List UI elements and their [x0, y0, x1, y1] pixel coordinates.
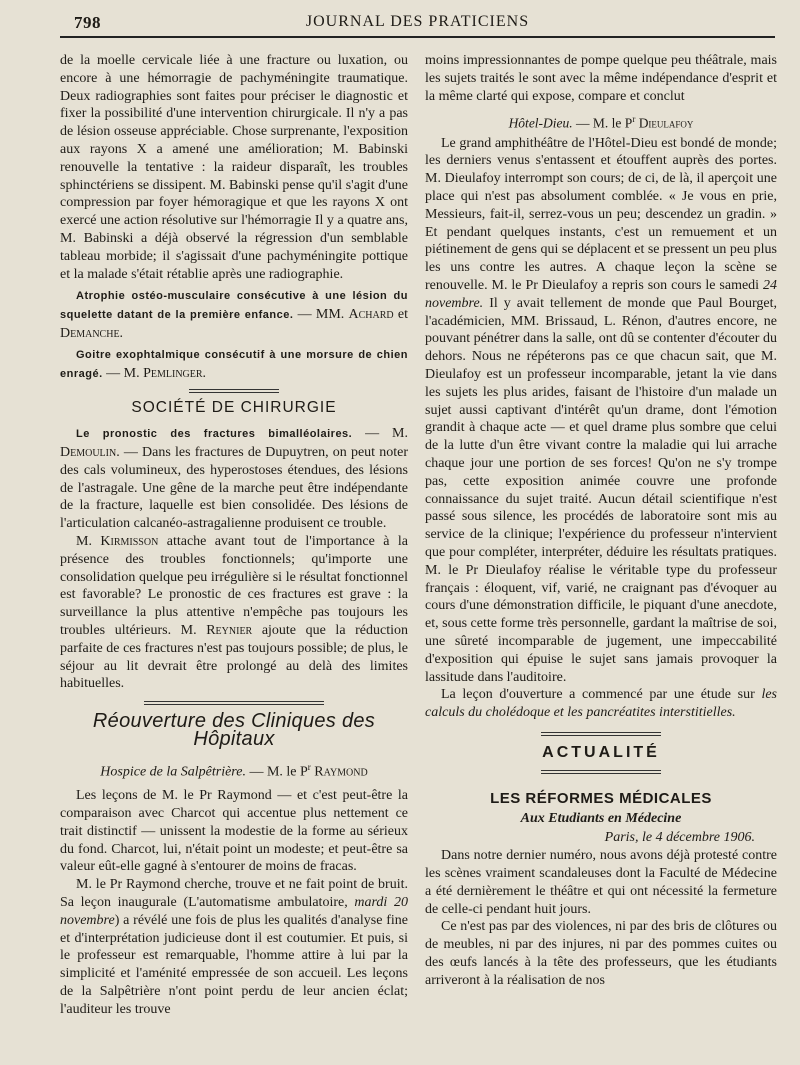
author-reynier: Reynier	[206, 622, 253, 638]
raymond-paragraph-2	[60, 876, 408, 1018]
kirmisson-pre: M.	[76, 533, 101, 549]
salpetriere-sup: r	[307, 761, 311, 772]
hotel-dieu-sup: r	[632, 114, 636, 125]
actualite-heading: ACTUALITÉ	[542, 743, 660, 761]
atrophie-title: Atrophie ostéo-musculaire consécutive à une lésion du squelette datant de la première enfance.	[60, 290, 408, 322]
reformes-title: LES RÉFORMES MÉDICALES	[490, 789, 712, 807]
salpetriere-continuation: moins impressionnantes de pompe quelque peu théâtrale, mais les sujets traités le sont avec la même indépendance d'esprit et la même clarté qui expose, compare et conclut	[425, 53, 777, 104]
author-pemlinger: Pemlinger.	[143, 365, 207, 381]
salpetriere-place: Hospice de la Salpêtrière.	[100, 764, 246, 780]
page-header	[60, 10, 775, 38]
kirmisson-paragraph	[60, 533, 408, 693]
separator-rule	[541, 732, 661, 736]
separator-rule	[189, 389, 279, 393]
dieulafoy-2a: La leçon d'ouverture a commencé par une étude sur	[441, 687, 762, 703]
dieulafoy-1b: Il y avait tellement de monde que Paul Bourget, l'académicien, MM. Brissaud, L. Rénon, d'autres encore, ne pouvant pénétrer dans la salle, ont dû se contenter d'écouter du dehors. Nous ne répéterons pas ce que chacun sait, que M. Dieulafoy est un professeur incomparable, jetant la vie dans les sujets les plus arides, faisant de l'histoire d'un malade un sujet aussi captivant d'intérêt qu'un drame, dont l'émotion grandit à chaque acte — et quel drame plus sombre que celui de la lutte d'un être vivant contre la maladie qui lui arrache chaque jour une portion de ses forces! Qu'on ne s'y trompe pas, cette exposition animée couvre une profonde connaissance du sujet traité. Aucun détail scientifique n'est passé sous silence, les procédés de laboratoire sont mis au service de la clinique; l'expérience du professeur n'intervient que pour compléter, interpréter, déduire les résultats pratiques. M. le Pr Dieulafoy réalise le véritable type du professeur français : éloquent, vif, varié, ne craignant pas d'évoquer au cours d'une démonstration difficile, le piquant d'une anecdote, et, sous cette forme très personnelle, gardant la maîtrise de soi, une sûreté incomparable de jugement, une impeccabilité d'exposition qui épuise le sujet sans jamais provoquer la lassitude dans l'auditoire.	[425, 295, 777, 685]
raymond-2a: M. le Pr Raymond cherche, trouve et ne fait point de bruit. Sa leçon inaugurale (L'automatisme ambulatoire,	[60, 877, 408, 910]
dieulafoy-date: 24 novembre.	[425, 278, 777, 311]
dieulafoy-2-italic: les calculs du cholédoque et les pancréatites interstitielles.	[425, 687, 777, 721]
journal-title: JOURNAL DES PRATICIENS	[305, 13, 530, 30]
author-dieulafoy: Dieulafoy	[635, 115, 694, 131]
pronostic-dash: — M.	[352, 426, 409, 442]
dieulafoy-paragraph-2	[425, 686, 777, 722]
achard-communication	[60, 287, 408, 342]
pemlinger-communication	[60, 346, 408, 384]
salpetriere-subhead	[60, 759, 408, 781]
author-kirmisson: Kirmisson	[100, 533, 159, 549]
reformes-paragraph-2: Ce n'est pas par des violences, ni par des bris de clôtures ou de meubles, ni par des injures, ni par des pommes cuites ou des œufs lancés à la tête des professeurs, que les étudiants arriveront à la réalisation de nos	[425, 919, 777, 988]
reynier-text: ajoute que la réduction parfaite de ces fractures n'est pas toujours possible; de plus, le séjour au lit devrait être prolongé au delà des limites habituelles.	[60, 622, 408, 692]
hotel-dieu-subhead	[425, 111, 777, 132]
kirmisson-text: attache avant tout de l'importance à la présence des troubles fonctionnels; qu'importe une consolidation quelque peu irrégulière si le résultat fonctionnel est favorable? Le pronostic de ces fractures est grave : la surveillance la plus attentive n'empêche pas toujours les troubles ultérieurs. M.	[60, 533, 408, 638]
dieulafoy-paragraph-1	[425, 135, 777, 687]
hotel-dieu-dash: — M. le P	[572, 115, 633, 131]
salpetriere-dash: — M. le P	[245, 764, 308, 780]
raymond-paragraph-1: Les leçons de M. le Pr Raymond — et c'est peut-être la comparaison avec Charcot qui accentue plus nettement ce trait distinctif — unissent la modestie de la forme au sérieux du fond. Charcot, lui, n'était point un modeste; et peut-être sa valeur eût-elle gagné à s'entourer de moins de fracas.	[60, 788, 408, 875]
reouverture-title: Réouverture des Cliniques des Hôpitaux	[92, 710, 376, 750]
hotel-dieu-place: Hôtel-Dieu.	[508, 115, 573, 131]
left-column	[60, 52, 408, 1019]
author-demanche: Demanche.	[60, 325, 124, 341]
author-demoulin: Demoulin.	[60, 444, 120, 460]
reformes-paragraph-1: Dans notre dernier numéro, nous avons déjà protesté contre les scènes vraiment scandaleuses dont la Faculté de Médecine a été dernièrement le théâtre et qui ont nécessité la fermeture de celle-ci pendant huit jours.	[425, 848, 777, 917]
author-raymond: Raymond	[310, 764, 368, 780]
separator-rule	[541, 770, 661, 774]
aux-etudiants-subtitle: Aux Etudiants en Médecine	[520, 810, 682, 826]
dieulafoy-1a: Le grand amphithéâtre de l'Hôtel-Dieu est bondé de monde; les derniers venus s'entassent et étouffent auprès des portes. M. Dieulafoy interrompt son cours; de ci, de là, il aperçoit une place qui n'est pas absolument comblée. « Je vous en prie, Messieurs, fait-il, serrez-vous un peu; descendez un gradin. » Et pendant quelques instants, c'est un remuement et un piétinement de gens qui se déplacent et se pressent un peu plus les uns contre les autres. A chaque leçon la scène se renouvelle. M. le Pr Dieulafoy a repris son cours le samedi	[425, 135, 777, 294]
atrophie-dash: — MM.	[293, 307, 349, 323]
right-column	[425, 52, 777, 990]
raymond-2b: ) a révélé une fois de plus les qualités d'analyse fine et d'interprétation judicieuse dont il est coutumier. Et puis, si le professeur est remarquable, l'homme attire à lui par la simplicité et l'aménité empressée de son accueil. Les leçons de la Salpêtrière n'ont point perdu de leur ancien éclat; l'auditeur les trouve	[60, 912, 408, 1017]
goitre-title: Goitre exophtalmique consécutif à une morsure de chien enragé.	[60, 348, 408, 380]
goitre-dash: — M.	[102, 365, 144, 381]
pronostic-title: Le pronostic des fractures bimalléolaires.	[76, 428, 353, 441]
babinski-paragraph: de la moelle cervicale liée à une fracture ou luxation, ou encore à une hémorragie de pachyméningite traumatique. Deux radiographies sont faites pour préciser le diagnostic et fixer la possibilité d'une intervention chirurgicale. Il n'y a pas de lésion osseuse appréciable. Chose surprenante, l'exposition aux rayons X a amené une amélioration; M. Babinski renouvelle la tentative : la raideur disparaît, les troubles sphinctériens se dissipent. M. Babinski pense qu'il s'agit d'une compression par foyer hémoragique et que les rayons X ont exercé une action résolutive sur l'hémorragie Il y a quatre ans, M. Babinski a déjà observé la régression d'un semblable tableau morbide; il s'agissait d'une pachyméningite pottique et la malade s'était rétablie après une radiographie.	[60, 53, 408, 282]
dupuytren-text: — Dans les fractures de Dupuytren, on peut noter des cals volumineux, des hyperostoses étendues, des lésions de l'astragale. Une gêne de la marche peut être indépendante de la fracture, laquelle est bien consolidée. Des lésions de l'articulation calcanéo-astragalienne produisent ce trouble.	[60, 444, 408, 532]
section-societe-chirurgie: SOCIÉTÉ DE CHIRURGIE	[131, 399, 337, 417]
page-number: 798	[74, 13, 101, 32]
dateline: Paris, le 4 décembre 1906.	[604, 830, 755, 846]
demoulin-communication	[60, 425, 408, 533]
raymond-date: mardi 20 novembre	[60, 894, 408, 928]
author-achard: Achard	[348, 307, 394, 323]
separator-rule	[144, 701, 324, 705]
atrophie-and: et	[393, 307, 408, 323]
